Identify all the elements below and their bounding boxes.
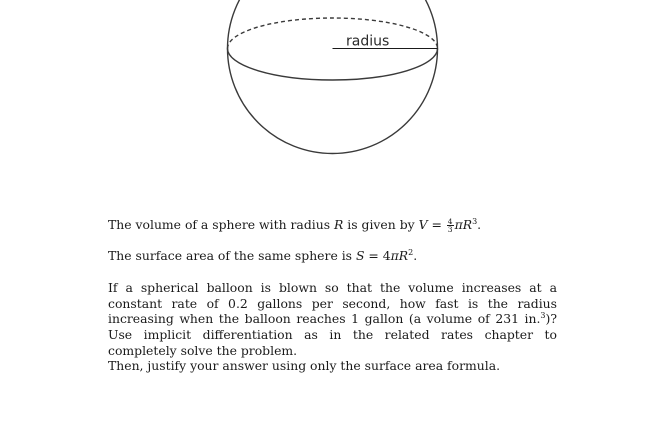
surface-area-paragraph: The surface area of the same sphere is $S = 4\pi R^2$.	[108, 247, 418, 263]
four-thirds-fraction: $\frac{4}{3}$	[447, 216, 453, 234]
justify-instruction-paragraph: Then, justify your answer using only the surface area formula.	[108, 358, 501, 373]
problem-paragraph: If a spherical balloon is blown so that the volume increases at a constant rate of 0.2 gallons per second, how fast is the radius increasing when the balloon reaches 1 gallon (a volume of 231 in.$^3$)? Use implicit differentiation as in the related rates chapter to completely solve the problem.	[108, 280, 557, 358]
sphere-outline	[228, 0, 438, 154]
radius-label: radius	[346, 33, 390, 50]
equator-front-solid	[228, 49, 438, 81]
volume-formula-paragraph: The volume of a sphere with radius R is given by V = $\frac{4}{3}$ $\pi R^3$.	[108, 216, 482, 234]
equator-back-dashed	[228, 18, 438, 49]
sphere-diagram	[0, 0, 662, 200]
